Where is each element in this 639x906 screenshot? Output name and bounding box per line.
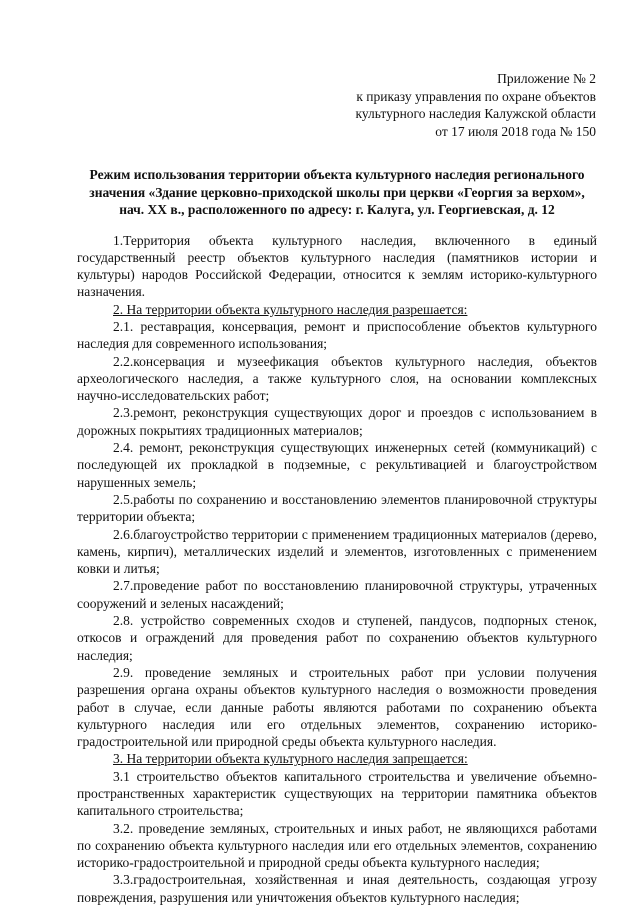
paragraph-2-7: 2.7.проведение работ по восстановлению планировочной структуры, утраченных сооружений и зеленых насаждений; <box>77 577 597 612</box>
title-line-1: Режим использования территории объекта культурного наследия регионального <box>77 166 597 184</box>
title-line-3: нач. XX в., расположенного по адресу: г. Калуга, ул. Георгиевская, д. 12 <box>77 201 597 219</box>
paragraph-2-3: 2.3.ремонт, реконструкция существующих дорог и проездов с использованием в дорожных покрытиях традиционных материалов; <box>77 404 597 439</box>
paragraph-2-1: 2.1. реставрация, консервация, ремонт и приспособление объектов культурного наследия для современного использования; <box>77 318 597 353</box>
section-3-heading <box>77 750 597 767</box>
paragraph-2-8: 2.8. устройство современных сходов и ступеней, пандусов, подпорных стенок, откосов и ограждений для проведения работ по сохранению объектов культурного наследия; <box>77 612 597 664</box>
paragraph-2-9: 2.9. проведение земляных и строительных работ при условии получения разрешения органа охраны объектов культурного наследия о возможности проведения работ в случае, если данные работы являются работами по сохранению объекта культурного наследия или его отдельных элементов, сохранению историко-градостроительной или природной среды объекта культурного наследия. <box>77 664 597 750</box>
paragraph-2-5: 2.5.работы по сохранению и восстановлению элементов планировочной структуры территории объекта; <box>77 491 597 526</box>
appendix-number: Приложение № 2 <box>113 70 596 88</box>
document-body <box>77 232 597 906</box>
paragraph-2-4: 2.4. ремонт, реконструкция существующих инженерных сетей (коммуникаций) с последующей их прокладкой в подземные, с рекультивацией и благоустройством нарушенных земель; <box>77 439 597 491</box>
paragraph-3-1: 3.1 строительство объектов капитального строительства и увеличение объемно-пространственных характеристик существующих на территории памятника объектов капитального строительства; <box>77 768 597 820</box>
document-title <box>77 166 597 219</box>
appendix-header <box>113 70 597 140</box>
appendix-order-ref: к приказу управления по охране объектов <box>113 88 596 106</box>
paragraph-3-3: 3.3.градостроительная, хозяйственная и иная деятельность, создающая угрозу повреждения, разрушения или уничтожения объектов культурного наследия; <box>77 871 597 906</box>
title-line-2: значения «Здание церковно-приходской школы при церкви «Георгия за верхом», <box>77 184 597 202</box>
section-2-heading <box>77 301 597 318</box>
paragraph-2-2: 2.2.консервация и музеефикация объектов культурного наследия, объектов археологического наследия, а также культурного слоя, на основании комплексных научно-исследовательских работ; <box>77 353 597 405</box>
section-2-heading-text: 2. На территории объекта культурного наследия разрешается: <box>113 302 467 317</box>
appendix-date: от 17 июля 2018 года № 150 <box>113 123 596 141</box>
paragraph-1: 1.Территория объекта культурного наследия, включенного в единый государственный реестр объектов культурного наследия (памятников истории и культуры) народов Российской Федерации, относится к землям историко-культурного назначения. <box>77 232 597 301</box>
paragraph-3-2: 3.2. проведение земляных, строительных и иных работ, не являющихся работами по сохранению объекта культурного наследия или его отдельных элементов, сохранению историко-градостроительной и природной среды объекта культурного наследия; <box>77 820 597 872</box>
section-3-heading-text: 3. На территории объекта культурного наследия запрещается: <box>113 751 468 766</box>
paragraph-2-6: 2.6.благоустройство территории с применением традиционных материалов (дерево, камень, кирпич), металлических изделий и элементов, изготовленных с применением ковки и литья; <box>77 526 597 578</box>
appendix-authority: культурного наследия Калужской области <box>113 105 596 123</box>
